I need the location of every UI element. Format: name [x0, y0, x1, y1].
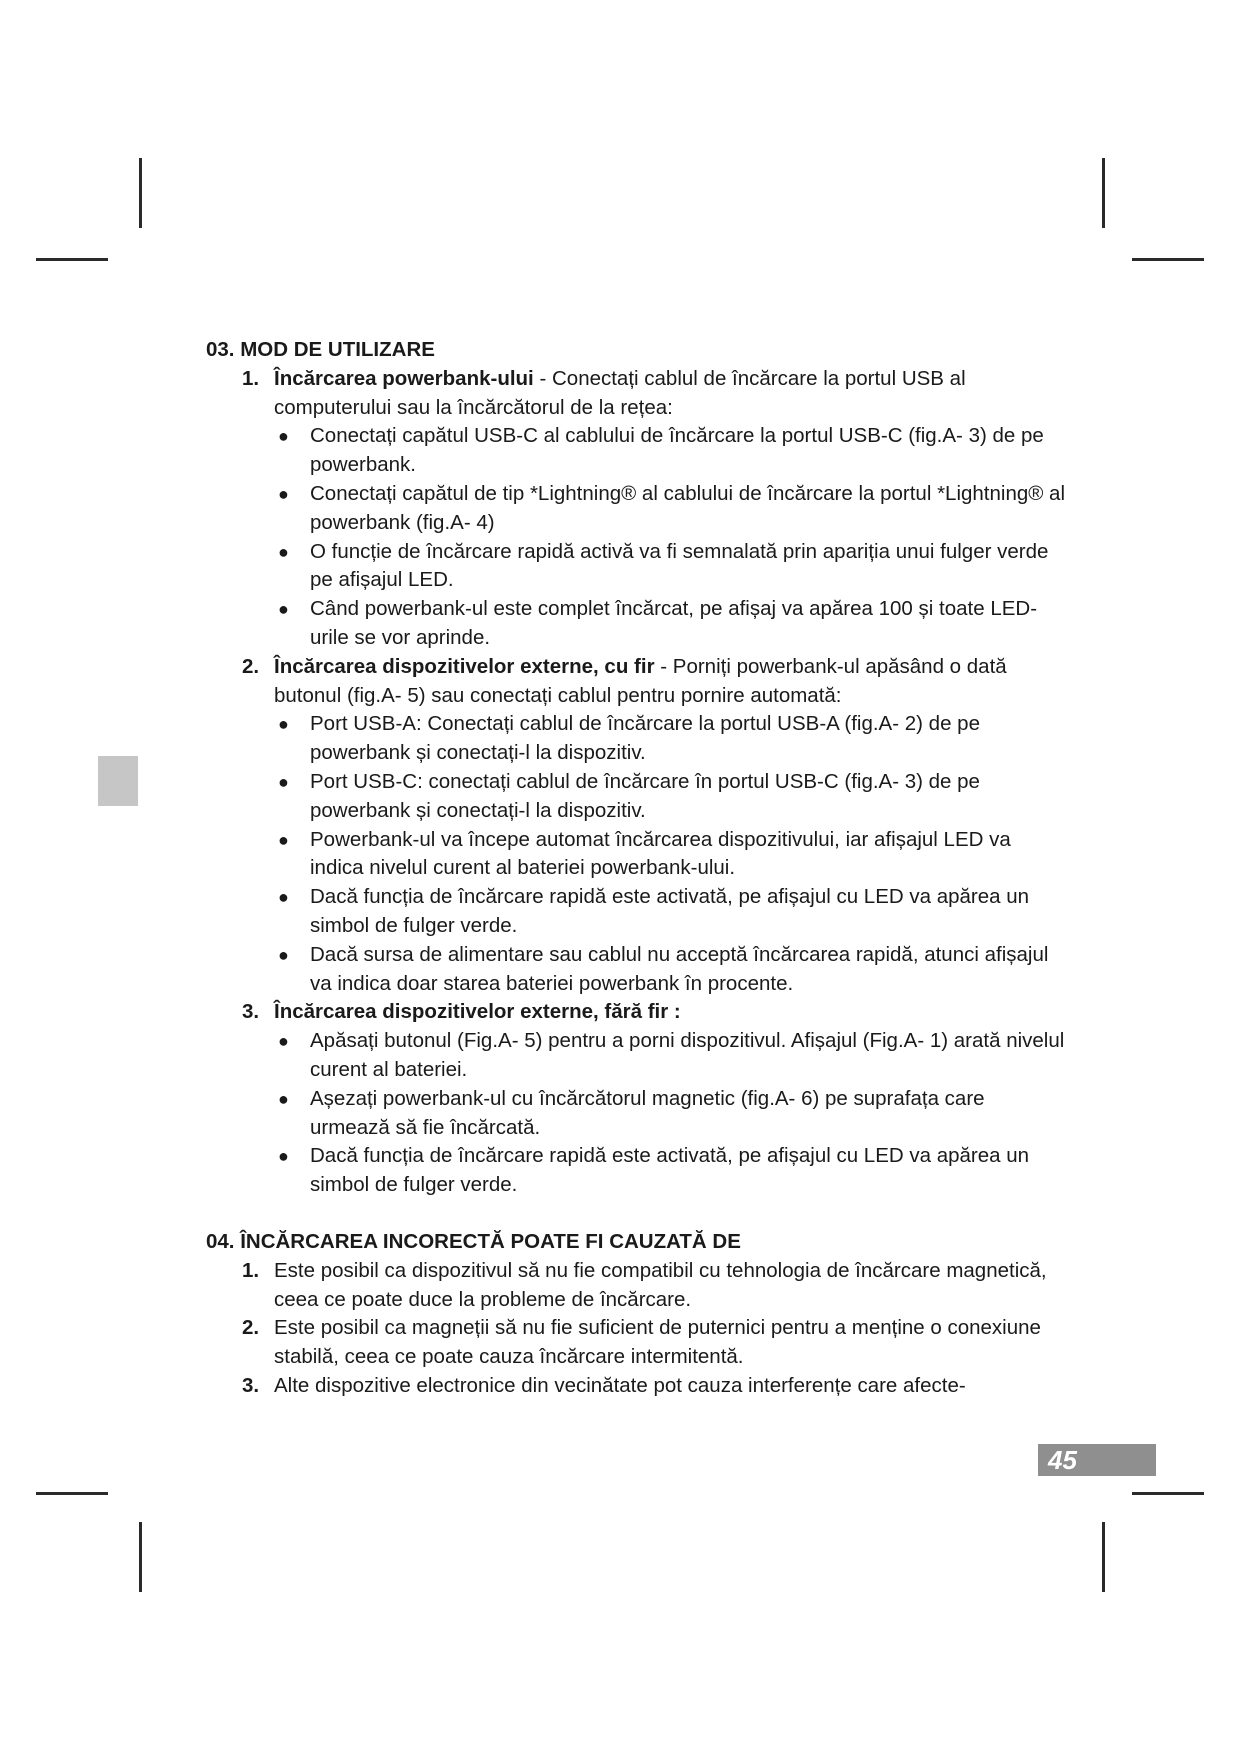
list-item [206, 365, 1066, 423]
bullet-list [206, 422, 1066, 652]
list-item [206, 998, 1066, 1027]
section-heading: 03. MOD DE UTILIZARE [206, 338, 435, 361]
bullet-text: Apăsați butonul (Fig.A- 5) pentru a porni dispozitivul. Afișajul (Fig.A- 1) arată nivelul curent al bateriei. [310, 1029, 1065, 1081]
list-item [206, 1257, 1066, 1315]
list-item [206, 653, 1066, 711]
bullet-item: ● Dacă sursa de alimentare sau cablul nu acceptă încărcarea rapidă, atunci afișajul va indica doar starea bateriei powerbank în procente. [206, 941, 1066, 999]
crop-mark [1102, 1522, 1105, 1592]
bullet-text: Dacă funcția de încărcare rapidă este activată, pe afișajul cu LED va apărea un simbol de fulger verde. [310, 885, 1030, 937]
bullet-item: ● Dacă funcția de încărcare rapidă este activată, pe afișajul cu LED va apărea un simbol de fulger verde. [206, 1142, 1066, 1200]
bullet-item: ● Când powerbank-ul este complet încărcat, pe afișaj va apărea 100 și toate LED-urile se vor aprinde. [206, 595, 1066, 653]
item-number: 3. [242, 1000, 260, 1024]
bullet-text: Dacă sursa de alimentare sau cablul nu acceptă încărcarea rapidă, atunci afișajul va indica doar starea bateriei powerbank în procente. [310, 942, 1049, 995]
side-tab-marker [98, 756, 138, 806]
bullet-text: Powerbank-ul va începe automat încărcarea dispozitivului, iar afișajul LED va indica nivelul curent al bateriei powerbank-ului. [310, 827, 1011, 880]
bullet-text: Așezați powerbank-ul cu încărcătorul magnetic (fig.A- 6) pe suprafața care urmează să fie încărcată. [310, 1086, 985, 1139]
bullet-item: ● Dacă funcția de încărcare rapidă este activată, pe afișajul cu LED va apărea un simbol de fulger verde. [206, 883, 1066, 941]
item-number: 3. [242, 1373, 260, 1397]
crop-mark [139, 1522, 142, 1592]
crop-mark [1132, 1492, 1204, 1495]
bullet-item: ● O funcție de încărcare rapidă activă va fi semnalată prin apariția unui fulger verde pe afișajul LED. [206, 538, 1066, 596]
bullet-group [206, 422, 1066, 652]
section-heading: 04. ÎNCĂRCAREA INCORECTĂ POATE FI CAUZATĂ DE [206, 1229, 741, 1253]
item-title: Încărcarea dispozitivelor externe, cu fir [274, 654, 655, 678]
bullet-item: ● Conectați capătul USB-C al cablului de încărcare la portul USB-C (fig.A- 3) de pe powerbank. [206, 422, 1066, 480]
item-text: - Porniți powerbank-ul apăsând o dată butonul (fig.A- 5) sau conectați cablul pentru pornire automată: [274, 654, 1007, 707]
item-number: 2. [242, 1316, 260, 1340]
crop-mark [139, 158, 142, 228]
bullet-item: ● Powerbank-ul va începe automat încărcarea dispozitivului, iar afișajul LED va indica nivelul curent al bateriei powerbank-ului. [206, 826, 1066, 884]
crop-mark [1132, 258, 1204, 261]
instructions-list [206, 365, 1066, 1200]
item-text: Este posibil ca magneții să nu fie suficient de puternici pentru a menține o conexiune stabilă, ceea ce poate cauza încărcare intermitentă. [274, 1316, 1041, 1369]
crop-mark [1102, 158, 1105, 228]
item-title: Încărcarea powerbank-ului [274, 366, 534, 390]
item-text: Este posibil ca dispozitivul să nu fie compatibil cu tehnologia de încărcare magnetică, ceea ce poate duce la probleme de încărcare. [274, 1258, 1047, 1311]
bullet-text: Conectați capătul de tip *Lightning® al cablului de încărcare la portul *Lightning® al powerbank (fig.A- 4) [310, 481, 1066, 534]
crop-mark [36, 1492, 108, 1495]
bullet-item: ● Conectați capătul de tip *Lightning® al cablului de încărcare la portul *Lightning® al powerbank (fig.A- 4) [206, 480, 1066, 538]
bullet-text: Port USB-A: Conectați cablul de încărcare la portul USB-A (fig.A- 2) de pe powerbank și conectați-l la dispozitiv. [310, 712, 980, 765]
item-number: 2. [242, 654, 260, 678]
bullet-text: Când powerbank-ul este complet încărcat, pe afișaj va apărea 100 și toate LED-urile se vor aprinde. [310, 597, 1038, 649]
bullet-item: ● Port USB-C: conectați cablul de încărcare în portul USB-C (fig.A- 3) de pe powerbank și conectați-l la dispozitiv. [206, 768, 1066, 826]
crop-mark [36, 258, 108, 261]
item-text: Alte dispozitive electronice din vecinătate pot cauza interferențe care afecte- [274, 1373, 966, 1397]
item-number: 1. [242, 1258, 260, 1282]
item-text: - Conectați cablul de încărcare la portul USB al computerului sau la încărcătorul de la rețea: [274, 366, 966, 419]
bullet-text: Dacă funcția de încărcare rapidă este activată, pe afișajul cu LED va apărea un simbol de fulger verde. [310, 1144, 1030, 1197]
list-item [206, 1372, 1066, 1401]
bullet-item: ● Port USB-A: Conectați cablul de încărcare la portul USB-A (fig.A- 2) de pe powerbank și conectați-l la dispozitiv. [206, 710, 1066, 768]
item-number: 1. [242, 366, 260, 390]
bullet-item: ● Apăsați butonul (Fig.A- 5) pentru a porni dispozitivul. Afișajul (Fig.A- 1) arată nivelul curent al bateriei. [206, 1027, 1066, 1085]
item-title: Încărcarea dispozitivelor externe, fără fir : [274, 1000, 681, 1024]
list-item [206, 1314, 1066, 1372]
bullet-group [206, 1027, 1066, 1200]
bullet-text: Port USB-C: conectați cablul de încărcare în portul USB-C (fig.A- 3) de pe powerbank și conectați-l la dispozitiv. [310, 769, 980, 822]
bullet-group [206, 710, 1066, 998]
bullet-text: Conectați capătul USB-C al cablului de încărcare la portul USB-C (fig.A- 3) de pe powerbank. [310, 424, 1044, 477]
bullet-list [206, 710, 1066, 998]
page-number: 45 [1038, 1444, 1156, 1476]
causes-list [206, 1257, 1066, 1401]
bullet-item: ● Așezați powerbank-ul cu încărcătorul magnetic (fig.A- 6) pe suprafața care urmează să fie încărcată. [206, 1085, 1066, 1143]
bullet-text: O funcție de încărcare rapidă activă va fi semnalată prin apariția unui fulger verde pe afișajul LED. [310, 539, 1049, 592]
bullet-list [206, 1027, 1066, 1200]
page-content [206, 336, 1066, 1401]
